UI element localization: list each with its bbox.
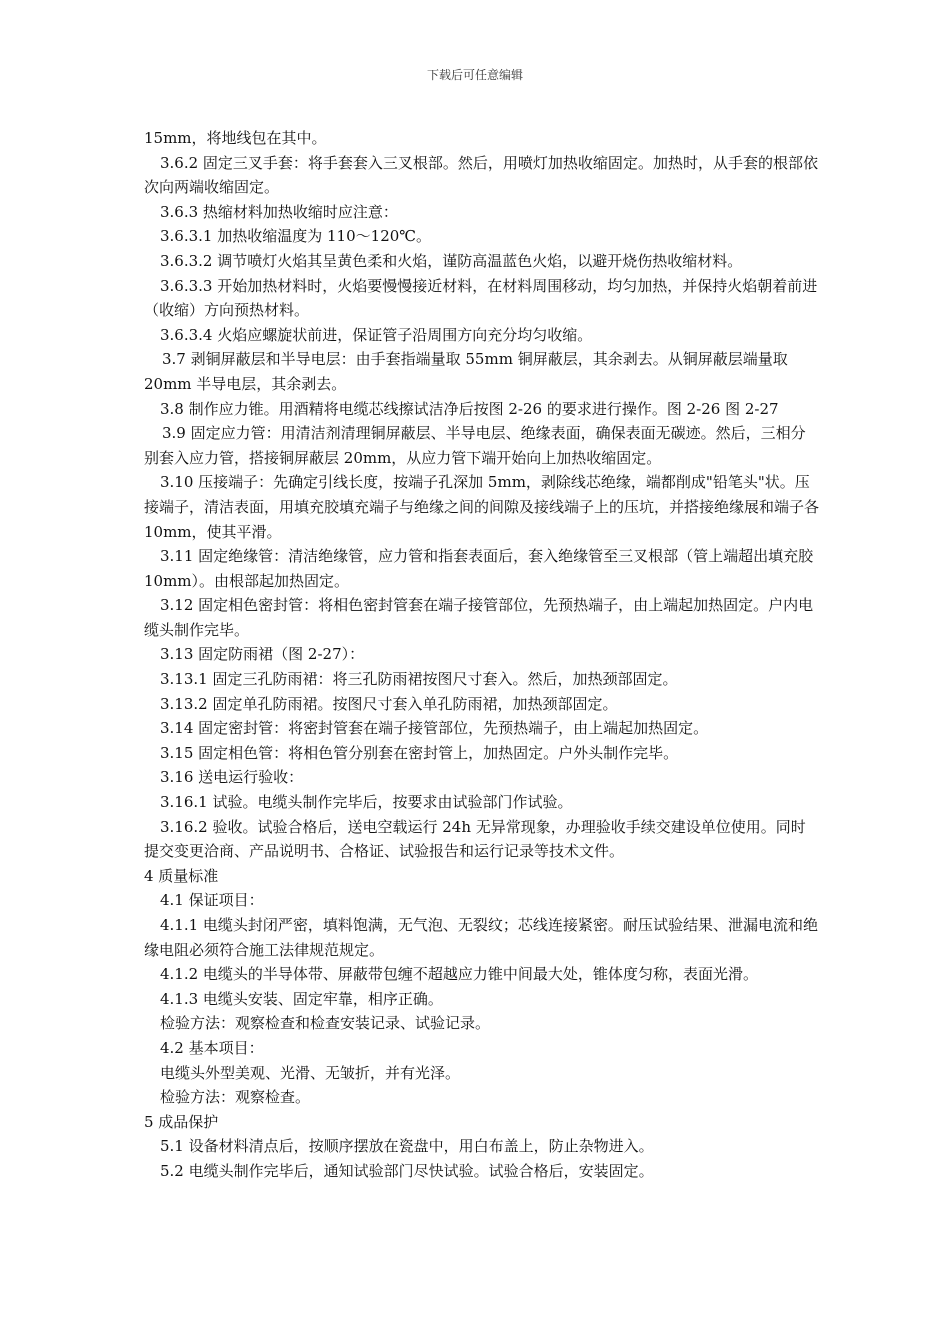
- paragraph: 3.7 剥铜屏蔽层和半导电层：由手套指端量取 55mm 铜屏蔽层，其余剥去。从铜屏蔽层端量取 20mm 半导电层，其余剥去。: [144, 350, 788, 393]
- document-body: [144, 126, 820, 1184]
- paragraph: 3.8 制作应力锥。用酒精将电缆芯线擦试洁净后按图 2-26 的要求进行操作。图 2-26 图 2-27: [160, 399, 779, 418]
- section-heading: 4 质量标准: [144, 866, 219, 885]
- paragraph: 3.12 固定相色密封管：将相色密封管套在端子接管部位，先预热端子，由上端起加热固定。户内电缆头制作完毕。: [144, 596, 814, 639]
- paragraph: 4.2 基本项目：: [160, 1038, 264, 1057]
- paragraph: 3.6.2 固定三叉手套：将手套套入三叉根部。然后，用喷灯加热收缩固定。加热时，从手套的根部依次向两端收缩固定。: [144, 153, 818, 197]
- paragraph: 3.6.3 热缩材料加热收缩时应注意：: [160, 202, 398, 221]
- paragraph: 5.1 设备材料清点后，按顺序摆放在瓷盘中，用白布盖上，防止杂物进入。: [160, 1137, 654, 1156]
- paragraph: 3.9 固定应力管：用清洁剂清理铜屏蔽层、半导电层、绝缘表面，确保表面无碳迹。然后，三相分别套入应力管，搭接铜屏蔽层 20mm，从应力管下端开始向上加热收缩固定。: [144, 424, 806, 467]
- paragraph: 4.1 保证项目：: [160, 891, 264, 910]
- paragraph: 3.13.2 固定单孔防雨裙。按图尺寸套入单孔防雨裙，加热颈部固定。: [160, 694, 618, 713]
- paragraph: 3.13.1 固定三孔防雨裙：将三孔防雨裙按图尺寸套入。然后，加热颈部固定。: [160, 670, 678, 689]
- paragraph: 3.13 固定防雨裙（图 2-27）：: [160, 645, 365, 664]
- paragraph: 3.6.3.1 加热收缩温度为 110～120℃。: [160, 227, 432, 246]
- paragraph: 电缆头外型美观、光滑、无皱折，并有光泽。: [160, 1063, 461, 1082]
- paragraph: 检验方法：观察检查。: [160, 1088, 311, 1107]
- page-header: 下载后可任意编辑: [426, 68, 523, 82]
- paragraph: 15mm，将地线包在其中。: [144, 129, 327, 147]
- paragraph: 3.11 固定绝缘管：清洁绝缘管，应力管和指套表面后，套入绝缘管至三叉根部（管上端超出填充胶 10mm）。由根部起加热固定。: [144, 547, 814, 590]
- paragraph: 4.1.1 电缆头封闭严密，填料饱满，无气泡、无裂纹；芯线连接紧密。耐压试验结果、泄漏电流和绝缘电阻必须符合施工法律规范规定。: [144, 916, 818, 959]
- paragraph: 3.15 固定相色管：将相色管分别套在密封管上，加热固定。户外头制作完毕。: [160, 743, 679, 762]
- paragraph: 3.6.3.3 开始加热材料时，火焰要慢慢接近材料，在材料周围移动，均匀加热，并保持火焰朝着前进（收缩）方向预热材料。: [144, 276, 818, 320]
- paragraph: 4.1.2 电缆头的半导体带、屏蔽带包缠不超越应力锥中间最大处，锥体度匀称，表面光滑。: [160, 965, 758, 984]
- paragraph: 检验方法：观察检查和检查安装记录、试验记录。: [160, 1014, 491, 1033]
- paragraph: 3.10 压接端子：先确定引线长度，按端子孔深加 5mm，剥除线芯绝缘，端都削成"铅笔头"状。压接端子，清洁表面，用填充胶填充端子与绝缘之间的间隙及接线端子上的压坑，并搭接绝缘展和端子各 10mm，使其平滑。: [144, 473, 820, 541]
- paragraph: 3.14 固定密封管：将密封管套在端子接管部位，先预热端子，由上端起加热固定。: [160, 719, 709, 738]
- paragraph: 3.6.3.2 调节喷灯火焰其呈黄色柔和火焰，谨防高温蓝色火焰，以避开烧伤热收缩材料。: [160, 251, 743, 270]
- paragraph: 3.16 送电运行验收：: [160, 768, 304, 787]
- paragraph: 3.6.3.4 火焰应螺旋状前进，保证管子沿周围方向充分均匀收缩。: [160, 325, 593, 344]
- paragraph: 3.16.2 验收。试验合格后，送电空载运行 24h 无异常现象，办理验收手续交建设单位使用。同时提交变更洽商、产品说明书、合格证、试验报告和运行记录等技术文件。: [144, 817, 806, 861]
- section-heading: 5 成品保护: [144, 1112, 219, 1131]
- paragraph: 5.2 电缆头制作完毕后，通知试验部门尽快试验。试验合格后，安装固定。: [160, 1161, 654, 1180]
- paragraph: 4.1.3 电缆头安装、固定牢靠，相序正确。: [160, 989, 443, 1008]
- paragraph: 3.16.1 试验。电缆头制作完毕后，按要求由试验部门作试验。: [160, 793, 573, 812]
